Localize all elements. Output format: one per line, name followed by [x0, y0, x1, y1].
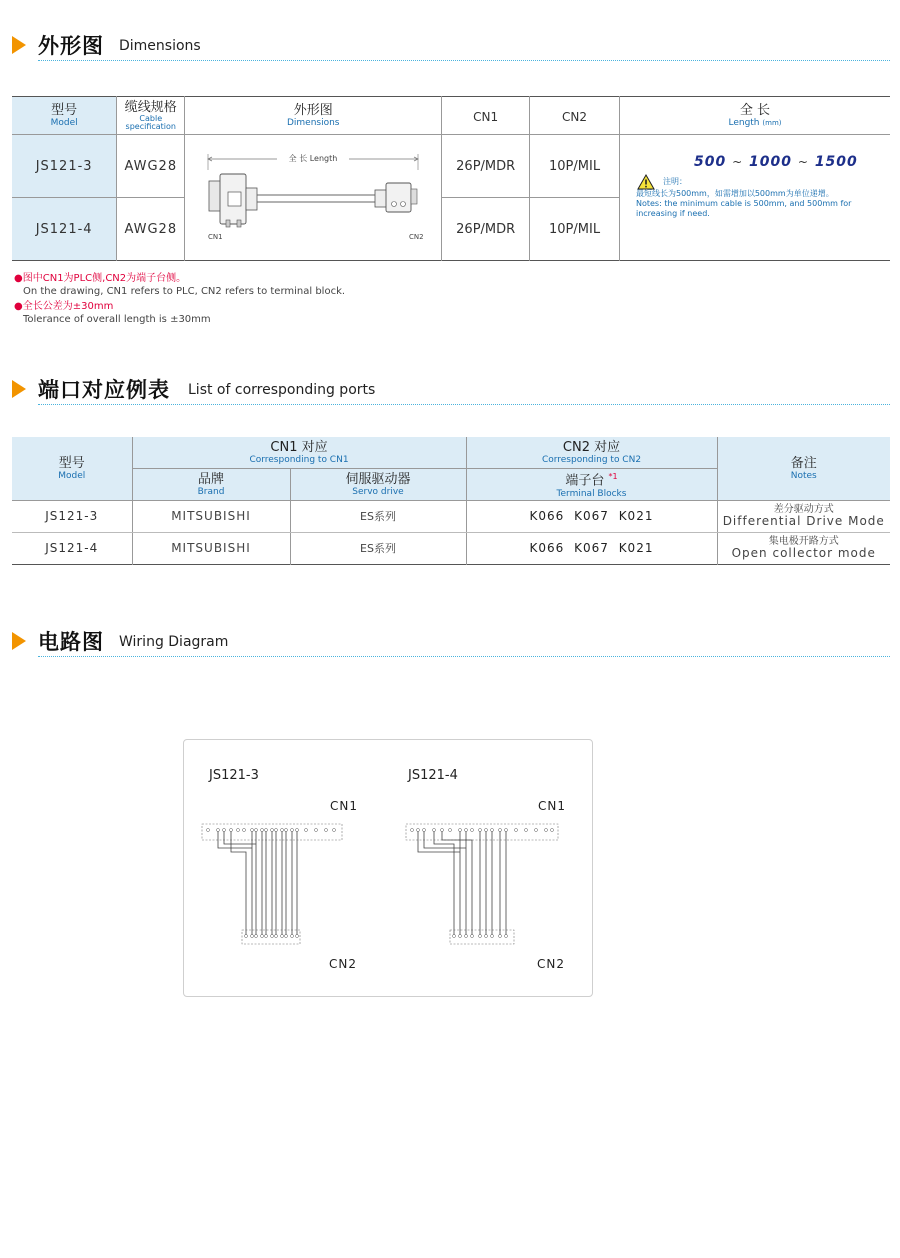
section-arrow-icon [12, 632, 26, 650]
footnote-1: ●图中CN1为PLC侧,CN2为端子台侧。 On the drawing, CN1 refers to PLC, CN2 refers to terminal block. [14, 273, 346, 297]
header-length: 全 长 Length (mm) [619, 97, 890, 135]
wiring-diagram-js121-3 [202, 768, 358, 971]
diagram-cn2-label: CN2 [537, 957, 565, 971]
section-title-en: Dimensions [119, 38, 201, 54]
table-row-cn1: 26P/MDR [442, 198, 530, 261]
ports-table [12, 437, 890, 565]
section-title-en: List of corresponding ports [188, 382, 376, 398]
length-note: 注明： 最短线长为500mm，如需增加以500mm为单位递增。 Notes: the minimum cable is 500mm, and 500mm for increasing if need. [620, 170, 890, 219]
length-label: 全 长 Length [288, 153, 338, 163]
section-title-zh: 电路图 [38, 630, 104, 654]
table-row: JS121-4 MITSUBISHI ES系列 K066 K067 K021 集电极开路方式 Open collector mode [12, 532, 890, 564]
warning-icon [637, 174, 655, 190]
dimension-drawing [185, 135, 442, 261]
diagram-title: JS121-3 [209, 768, 259, 783]
length-values: 500 ~ 1000 ~ 1500 [693, 154, 858, 170]
diagram-cn2-label: CN2 [329, 957, 357, 971]
header-brand: 品牌 Brand [132, 468, 290, 500]
header-model: 型号 Model [12, 97, 117, 135]
header-cable: 缆线规格 Cable specification [117, 97, 185, 135]
table-row-awg: AWG28 [117, 198, 185, 261]
header-cn2: CN2 [530, 97, 620, 135]
table-row-cn2: 10P/MIL [530, 135, 620, 198]
header-model: 型号 Model [12, 437, 132, 500]
header-notes: 备注 Notes [717, 437, 890, 500]
drawing-cn2-label: CN2 [409, 232, 424, 241]
section-divider [38, 404, 890, 405]
header-dimensions: 外形图 Dimensions [185, 97, 442, 135]
header-cn2-corresponding: CN2 对应 Corresponding to CN2 [466, 437, 717, 468]
section-title-en: Wiring Diagram [119, 634, 229, 650]
footnote-2: ●全长公差为±30mm Tolerance of overall length is ±30mm [14, 301, 211, 325]
section-header-ports [12, 378, 890, 408]
header-servo-drive: 伺服驱动器 Servo drive [290, 468, 466, 500]
header-cn1: CN1 [442, 97, 530, 135]
section-header-wiring [12, 630, 890, 660]
section-arrow-icon [12, 36, 26, 54]
wiring-diagram-panel [183, 739, 593, 997]
diagram-cn1-label: CN1 [330, 799, 358, 813]
cable-drawing [185, 136, 441, 260]
header-cn1-corresponding: CN1 对应 Corresponding to CN1 [132, 437, 466, 468]
table-row-cn2: 10P/MIL [530, 198, 620, 261]
table-row-cn1: 26P/MDR [442, 135, 530, 198]
drawing-cn1-label: CN1 [208, 232, 223, 241]
diagram-title: JS121-4 [408, 768, 458, 783]
header-terminal-blocks: 端子台 $^{*1}$ Terminal Blocks [466, 468, 717, 500]
section-divider [38, 656, 890, 657]
table-row: JS121-3 MITSUBISHI ES系列 K066 K067 K021 差分驱动方式 Differential Drive Mode [12, 500, 890, 532]
table-row-awg: AWG28 [117, 135, 185, 198]
section-divider [38, 60, 890, 61]
section-arrow-icon [12, 380, 26, 398]
wiring-diagram-js121-4 [406, 768, 566, 971]
section-title-zh: 端口对应例表 [38, 378, 170, 402]
table-row-model: JS121-3 [12, 135, 117, 198]
section-title-zh: 外形图 [38, 34, 104, 58]
length-cell [619, 135, 890, 261]
diagram-cn1-label: CN1 [538, 799, 566, 813]
wiring-diagram [184, 740, 592, 996]
table-row-model: JS121-4 [12, 198, 117, 261]
dimensions-table [12, 96, 890, 261]
section-header-dimensions [12, 34, 890, 64]
